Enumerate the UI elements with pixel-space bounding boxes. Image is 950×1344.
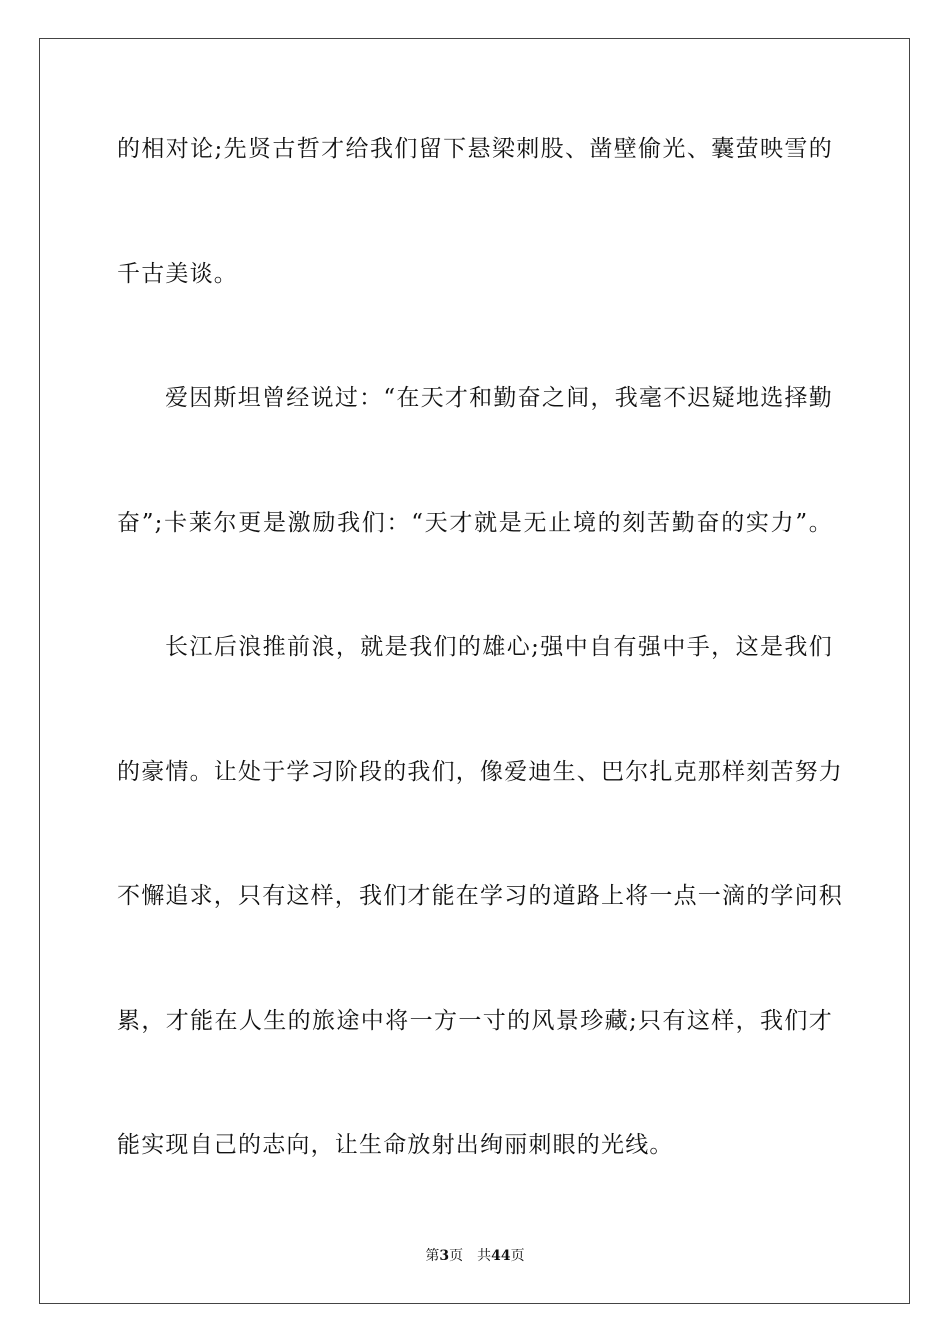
page-prefix: 第 xyxy=(425,1248,440,1264)
page-suffix: 页 xyxy=(449,1248,464,1264)
page-footer xyxy=(0,1247,950,1265)
total-prefix: 共 xyxy=(477,1248,492,1264)
total-pages: 44 xyxy=(491,1248,511,1264)
text-line-9: 能实现自己的志向，让生命放射出绚丽刺眼的光线。 xyxy=(117,1132,674,1158)
text-line-5: 长江后浪推前浪，就是我们的雄心;强中自有强中手，这是我们 xyxy=(165,634,833,660)
text-line-3: 爱因斯坦曾经说过：“在天才和勤奋之间，我毫不迟疑地选择勤 xyxy=(165,385,833,411)
text-line-6: 的豪情。让处于学习阶段的我们，像爱迪生、巴尔扎克那样刻苦努力 xyxy=(117,759,843,785)
text-line-7: 不懈追求，只有这样，我们才能在学习的道路上将一点一滴的学问积 xyxy=(117,883,843,909)
text-line-8: 累，才能在人生的旅途中将一方一寸的风景珍藏;只有这样，我们才 xyxy=(117,1008,833,1034)
total-suffix: 页 xyxy=(510,1248,525,1264)
page-border xyxy=(39,38,910,1304)
text-line-2: 千古美谈。 xyxy=(117,261,238,287)
text-line-4: 奋”;卡莱尔更是激励我们：“天才就是无止境的刻苦勤奋的实力”。 xyxy=(117,510,833,536)
text-line-1: 的相对论;先贤古哲才给我们留下悬梁刺股、凿壁偷光、囊萤映雪的 xyxy=(117,136,833,162)
page-number: 3 xyxy=(439,1248,450,1264)
